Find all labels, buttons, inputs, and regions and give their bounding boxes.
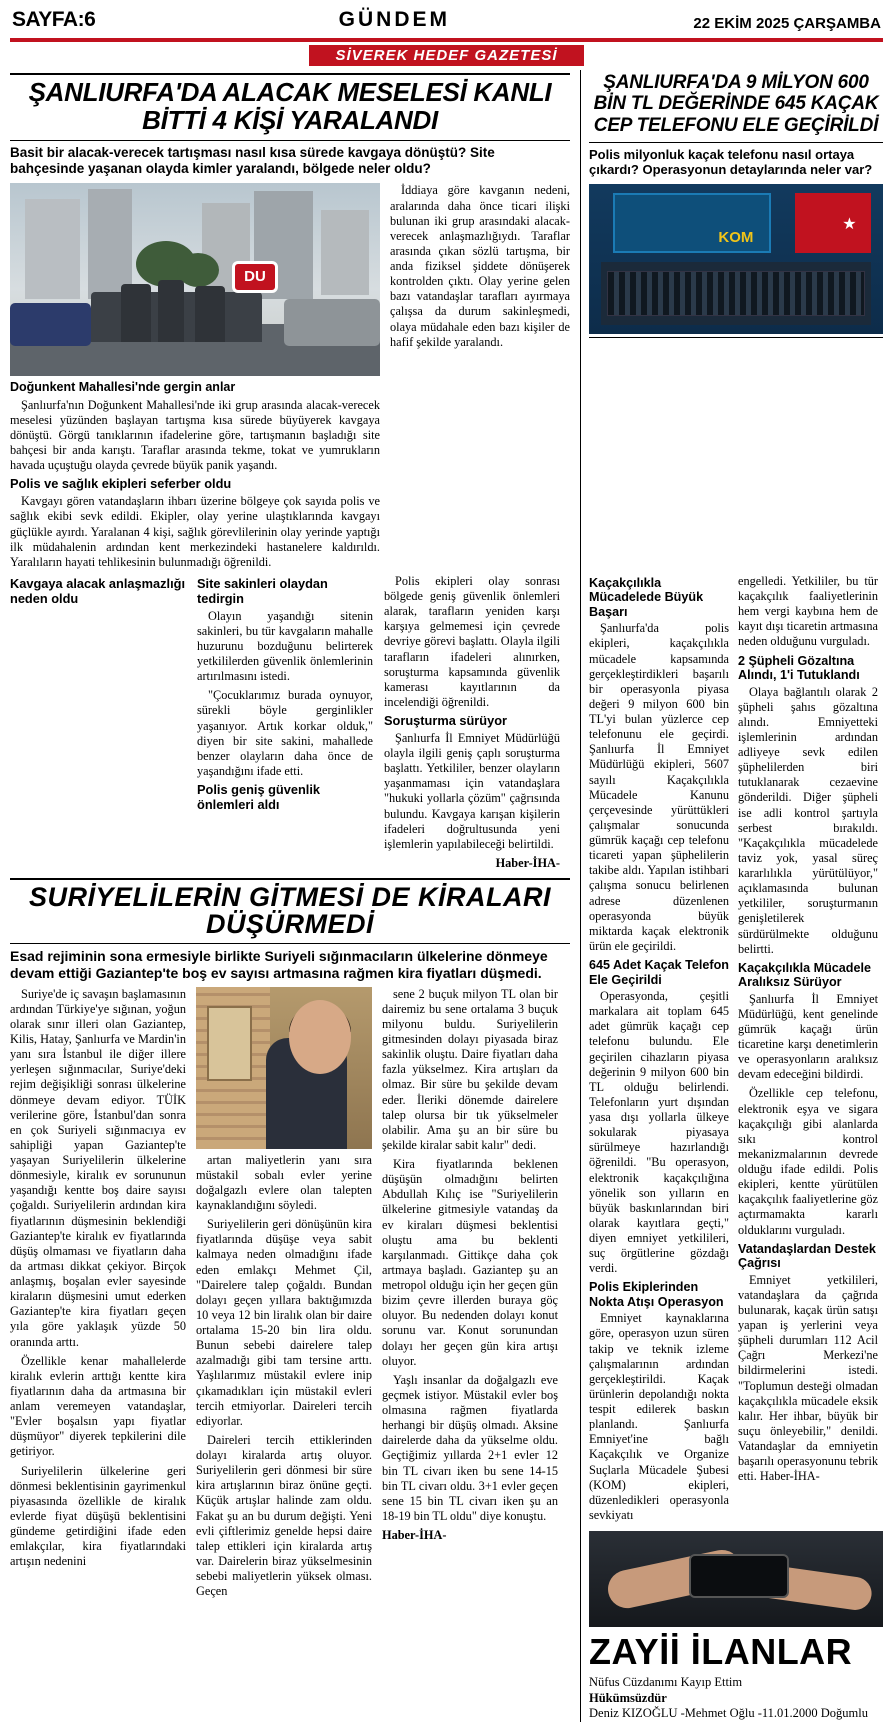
story2-credit: Haber-İHA-: [382, 1528, 447, 1542]
story3-B-p3: Özellikle cep telefonu, elektronik eşya ve sigara kaçakçılığı gibi alanlarda sıkı kontrol mekanizmalarının devrede olduğu ifade edildi. Polis ekipleri, kentte yürütülen kaçakçılık faaliyetlerine göz açtırmamakta kararlı olduklarını vurguladı.: [738, 1086, 878, 1237]
interview-man-photo: [196, 987, 372, 1149]
story2-c2p1: artan maliyetlerin yanı sıra müstakil sobalı evler yerine doğalgazlı evlere olan talepten kaynaklandığını söyledi.: [196, 1152, 372, 1212]
story3-subB1: 2 Şüpheli Gözaltına Alındı, 1'i Tutuklandı: [738, 653, 860, 683]
hands-phone-photo: [589, 1531, 883, 1627]
story3-subA1: Kaçakçılıkla Mücadelede Büyük Başarı: [589, 575, 704, 619]
zayi-line-3: Deniz KIZOĞLU -Mehmet Oğlu -11.01.2000 Doğumlu: [589, 1706, 869, 1721]
divider: [589, 142, 883, 143]
right-column: [580, 70, 883, 574]
divider: [10, 878, 570, 880]
story1-sub3: Site sakinleri olaydan tedirgin: [197, 575, 328, 606]
divider: [589, 337, 883, 338]
story3-lead: Polis milyonluk kaçak telefonu nasıl ortaya çıkardı? Operasyonun detaylarında neler var?: [589, 146, 873, 178]
story1-sub5: Soruşturma sürüyor: [384, 713, 508, 729]
story1-p4: Olayın yaşandığı sitenin sakinleri, bu tür kavgaların mahalle huzurunu bozduğunu belirterek yetkililerden güvenlik önlemlerinin artırılmasını istedi.: [197, 608, 373, 684]
story3-B-p1: Olaya bağlantılı olarak 2 şüpheli şahıs gözaltına alındı. Emniyetteki işlemlerinin ardından adliyeye sevk edilen şüphelilerden biri tutuklanarak cezaevine gönderildi. Diğer şüpheli ise adli kontrol şartıyla serbest bırakıldı. "Kaçakçılıkla mücadelede taviz yok, yasal süreç kararlılıkla yürütülüyor," açıklamasında bulunan yetkililer, soruşturmanın genişletilerek sürdürülmekte olduğunu belirtti.: [738, 684, 878, 956]
story1-p1: Şanlıurfa'nın Doğunkent Mahallesi'nde iki grup arasında alacak-verecek meselesi yüzünden başlayan tartışma kısa sürede büyüyerek kavgaya dönüştü. Görgü tanıklarının ifadelerine göre, tartışmanın başladığı site bahçesi bir anda karıştı. Taraflar arasında tekme, tokat ve yumrukların havada uçuştuğu olayda çevrede büyük panik yaşandı.: [10, 397, 380, 473]
section-title: GÜNDEM: [338, 8, 451, 31]
story3-A-p3: Emniyet kaynaklarına göre, operasyon uzun süren takip ve teknik izleme çalışmalarının ardından gerçekleştirildi. Kaçak ürünlerin depolandığı nokta tespit edilerek baskın planlandı. Şanlıurfa Emniyet'ine bağlı Kaçakçılık ve Organize Suçlarla Mücadele Şubesi (KOM) ekipleri, düzenledikleri operasyonla sevkiyatı: [589, 1311, 729, 1522]
story1-lead: Basit bir alacak-verecek tartışması nasıl kısa sürede kavgaya dönüştü? Site bahçesinde yaşanan olayda kimler yaralandı, bölgede neler oldu?: [10, 145, 495, 177]
masthead: [10, 6, 883, 36]
story1-p3: İddiaya göre kavganın nedeni, aralarında daha önce ticari ilişki bulunan iki grup arasındaki alacak-verecek anlaşmazlığıydı. Taraflar arasında çıkan sözlü tartışma, bir anda fiziksel şiddete dönüşerek kontrolden çıktı. Olay yerine gelen bazı vatandaşlar tarafları ayırmaya çalışsa da durum sakinleşmedi, olaya müdahale eden bazı kişiler de hafif şekilde yaralandı.: [390, 183, 570, 349]
story1-credit: Haber-İHA-: [495, 855, 560, 870]
story3-subA2: 645 Adet Kaçak Telefon Ele Geçirildi: [589, 958, 729, 987]
story3-A-p2: Operasyonda, çeşitli markalara ait toplam 645 adet gümrük kaçağı cep telefonu bulundu. Ele geçirilen cihazların piyasa değerinin 9 milyon 600 bin TL olduğu belirlendi. Telefonların yurt dışından yasa dışı yollarla ülkeye sokularak piyasaya sürülmeye hazırlandığı öğrenildi. "Bu operasyon, elektronik kaçakçılığına yönelik son yılların en büyük baskınlarından biri olarak kayıtlara geçti," diyen emniyet yetkilileri, suç örgütlerine gözdağı verdi.: [589, 989, 729, 1276]
zayi-line-2: Hükümsüzdür: [589, 1690, 667, 1705]
story2-c1p2: Özellikle kenar mahallelerde kiralık evlerin arttığı kentte kira fiyatlarının daha da artmasına bir anlam veremeyen vatandaşlar, "Evler boşalsın yapı fiyatlar düşmüyor" diyerek tepkilerini dile getiriyor.: [10, 1353, 186, 1459]
story1-p6: Polis ekipleri olay sonrası bölgede geniş güvenlik önlemleri alarak, tarafların yeniden karşı karşıya gelmemesi için çevrede devriye görevi başlattı. Olayla ilgili tarafların ifadeleri alınırken, soruşturma kapsamında güvenlik kamerası kayıtlarının da incelendiği öğrenildi.: [384, 573, 560, 709]
story1-p5: "Çocuklarımız burada oynuyor, sürekli böyle gerginlikler yaşanıyor. Artık korkar olduk," diyen bir site sakini, mahallede benzer olayların daha önce de yaşandığını ifade etti.: [197, 688, 373, 778]
page-number: SAYFA:6: [12, 8, 96, 31]
divider: [10, 943, 570, 944]
story1-sub2: Kavgaya alacak anlaşmazlığı neden oldu: [10, 575, 185, 606]
story2-c3p2: Kira fiyatlarında beklenen düşüşün olmadığını belirten Abdullah Kılıç ise "Suriyelilerin ülkelerine gitmesiyle vatandaş da ev kiraları düşmesi beklentisi oluştu ama bu beklenti karşılanmadı. Gittikçe daha çok artmaya başladı. Gaziantep şu an metropol olduğu için her geçen gün bizim çevre illerden buraya göç oluyor. Bu nedenden dolayı konut sorunu var. Konut sorunundan dolayı her geçen gün kira artışı oluyor.: [382, 1157, 558, 1368]
story2-lead: Esad rejiminin sona ermesiyle birlikte Suriyeli sığınmacıların ülkelerine dönmeye devam ettiği Gaziantep'te boş ev sayısı artmasına rağmen kira fiyatları düşmedi.: [10, 948, 548, 981]
story3-body: [580, 574, 883, 1722]
story1-lower: [10, 574, 570, 1722]
zayi-title: ZAYİİ İLANLAR: [589, 1631, 853, 1673]
story1-p2: Kavgayı gören vatandaşların ihbarı üzerine bölgeye çok sayıda polis ve sağlık ekibi sevk edildi. Ekipler, olay yerine ulaştıklarında kavgayı güçlükle ayırdı. Yaralanan 4 kişi, sağlık görevlilerinin olay yerinde yaptığı ilk müdahalenin ardından kent merkezindeki hastanelere kaldırıldı. Yaralıların hayati tehlikesinin bulunmadığı öğrenildi.: [10, 494, 380, 569]
gazette-name: SİVEREK HEDEF GAZETESİ: [309, 45, 583, 66]
divider: [10, 140, 570, 141]
story2-headline: SURİYELİLERİN GİTMESİ DE KİRALARI DÜŞÜRMEDİ: [28, 882, 552, 940]
story2-c1p1: Suriye'de iç savaşın başlamasının ardından Türkiye'ye sığınan, yoğun olarak sınır illeri olan Gaziantep, Kilis, Hatay, Şanlıurfa ve Mardin'in yanı sıra İstanbul ile diğer illere yerleşen sığınmacılar, Suriye'deki rejim değişikliği sonrası ülkelerine dönmeye devam ediyor. TÜİK verilerine göre, İstanbul'dan sonra en çok Suriyeli sığınmacıya ev sahipliği yapan Gaziantep'te yaşayan Suriyelilerin ülkelerine dönmesiyle, kiralık ev sorununun yaşandığı kentte boş daire sayısı çoğaldı. Suriyelilerin ardından kira fiyatlarının düşmesinin beklendiği Gaziantep'te kiralık ev fiyatlarında düşüş olmaması ve fiyatların daha da artması dikkat çekiyor. Birçok anlaşmış, boşalan evler sayesinde kiraların düşmesini umut ederken Gaziantep'te kira fiyatları geçen yıla göre yaklaşık yüzde 50 oranında arttı.: [10, 986, 186, 1349]
story3-headline: ŞANLIURFA'DA 9 MİLYON 600 BİN TL DEĞERİNDE 645 KAÇAK CEP TELEFONU ELE GEÇİRİLDİ: [593, 72, 879, 136]
story1-headline: ŞANLIURFA'DA ALACAK MESELESİ KANLI BİTTİ 4 KİŞİ YARALANDI: [28, 77, 552, 135]
issue-date: 22 EKİM 2025 ÇARŞAMBA: [693, 15, 881, 32]
story2-c2p3: Daireleri tercih ettiklerinden dolayı kiralarda artış oluyor. Suriyelilerin geri dönmesi bir süre kira artışlarının biraz önüne geçti. Küçük artışlar halinde zam oldu. Fakat şu an bu durum değişti. Yeni evli çiftlerimiz genelde hepsi daire talep ettikleri için kiralarda artış var. Dairelerin biraz yükselmesinin sebebi maliyetlerin yüksek olması. Geçen: [196, 1432, 372, 1599]
story3-subA3: Polis Ekiplerinden Nokta Atışı Operasyon: [589, 1280, 724, 1309]
kom-press-photo: KOM ★: [589, 184, 883, 334]
story3-subB3: Vatandaşlardan Destek Çağrısı: [738, 1241, 876, 1271]
story2-c1p3: Suriyelilerin ülkelerine geri dönmesi beklentisinin gayrimenkul piyasasında özellikle de kiralık evlerde fiyat düşüşü beklentisini gündeme getirdiğini ifade eden emlakçılar, kira fiyatlarındaki artışın nedenini: [10, 1463, 186, 1569]
street-crowd-photo: DU: [10, 183, 380, 376]
gazette-banner: [10, 45, 883, 66]
story1-p7: Şanlıurfa İl Emniyet Müdürlüğü olayla ilgili geniş çaplı soruşturma başlattı. Yetkililer, benzer olayların yaşanmaması için vatandaşlara "hukuki yollarla çözüm" çağrısında bulundu. Kavgaya karışan kişilerin ifadeleri doğrultusunda yeni işlemlerin yapılabileceği belirtildi.: [384, 730, 560, 851]
story2-c2p2: Suriyelilerin geri dönüşünün kira fiyatlarında düşüşe veya sabit kalmaya neden olmadığını ifade eden emlakçı Mehmet Çil, "Dairelere talep çoğaldı. Bundan dolayı geçen yıllara baktığımızda 10 veya 12 bin liralık olan bir daire ortalama 15-20 bin lira oldu. Bunun sebebi dairelere talep azalmadığı gibi tam tersine arttı. Yaşlılarımız müstakil evlere inip çıkamadıkları için müstakil evleri tercih etmiyorlar. Daireleri tercih ediyorlar.: [196, 1217, 372, 1428]
story1-caption: Doğunkent Mahallesi'nde gergin anlar: [10, 380, 236, 395]
story3-B-p2: Şanlıurfa İl Emniyet Müdürlüğü, kent genelinde gümrük kaçağı ürün ticaretine karşı denetimlerin ve operasyonların aralıksız devam edeceğini bildirdi.: [738, 991, 878, 1082]
top-area: [10, 70, 883, 574]
story3-B-p0: engelledi. Yetkililer, bu tür kaçakçılık faaliyetlerinin hem vergi kaybına hem de kayıt dışı ticaretin artmasına neden olduğunu vurguladı.: [738, 573, 878, 649]
story3-B-p4: Emniyet yetkilileri, vatandaşlara da çağrıda bulunarak, kaçak ürün satışı yapan iş yerlerini veya şüpheli durumları 112 Acil Çağrı Merkezi'ne bildirmelerini istedi. "Toplumun desteği olmadan kaçakçılıkla mücadele eksik kalır. Her ihbar, büyük bir suçu önleyebilir," denildi. Vatandaşlar da emniyetin başarılı operasyonunu tebrik etti. Haber-İHA-: [738, 1272, 879, 1484]
story3-A-p1: Şanlıurfa'da polis ekipleri, kaçakçılıkla mücadele kapsamında gerçekleştirdikleri başarılı bir operasyonla piyasa değeri 9 milyon 600 bin TL'yi bulan yüzlerce cep telefonunu ele geçirdi. Şanlıurfa İl Emniyet Müdürlüğü ekipleri, 5607 sayılı Kaçakçılıkla Mücadele Kanunu çerçevesinde yürüttükleri çalışmalar sonucunda gümrük kaçağı cep telefonu ticareti yapan şüphelilerin takibe aldı. Yapılan istihbari çalışma sonucu belirlenen adrese düzenlenen operasyonda büyük miktarda kaçak elektronik ürün ele geçirildi.: [589, 621, 729, 953]
story1-sub4: Polis geniş güvenlik önlemleri aldı: [197, 782, 321, 812]
story2-c3p1: sene 2 buçuk milyon TL olan bir dairemiz bu sene ortalama 3 buçuk milyonu buldu. Suriyelilerin gitmesinden dolayı piyasada biraz sakinlik oluştu. Daire fiyatları daha fazla yükselmez. Kira artışları da olmaz. Bir süre bu şekilde devam eder. İleriki dönemde dairelere talep olursa bir tık yükselmeler olabilir. Ama şu an bir süre bu şekilde kiralar sabit kalır" dedi.: [382, 986, 558, 1152]
story3-subB2: Kaçakçılıkla Mücadele Aralıksız Sürüyor: [738, 960, 872, 990]
divider: [10, 73, 570, 75]
zayi-line-1: Nüfus Cüzdanımı Kayıp Ettim: [589, 1675, 743, 1690]
masthead-rule: [10, 38, 883, 42]
story2-c3p3: Yaşlı insanlar da doğalgazlı eve geçmek istiyor. Müstakil evler boş olmasına rağmen fiyatlarda herhangi bir düşüş olmadı. Aksine dairelerde daha da yükselme oldu. Geçtiğimiz yıllarda 2+1 evler 12 bin TL civarı iken bu sene 14-15 bin TL civarı oldu. 3+1 evler geçen sene 15 bin TL civarı iken şu an 18-19 bin TL oldu" diye konuştu.: [382, 1372, 558, 1523]
left-column: [10, 70, 570, 574]
story1-sub1: Polis ve sağlık ekipleri seferber oldu: [10, 476, 232, 492]
